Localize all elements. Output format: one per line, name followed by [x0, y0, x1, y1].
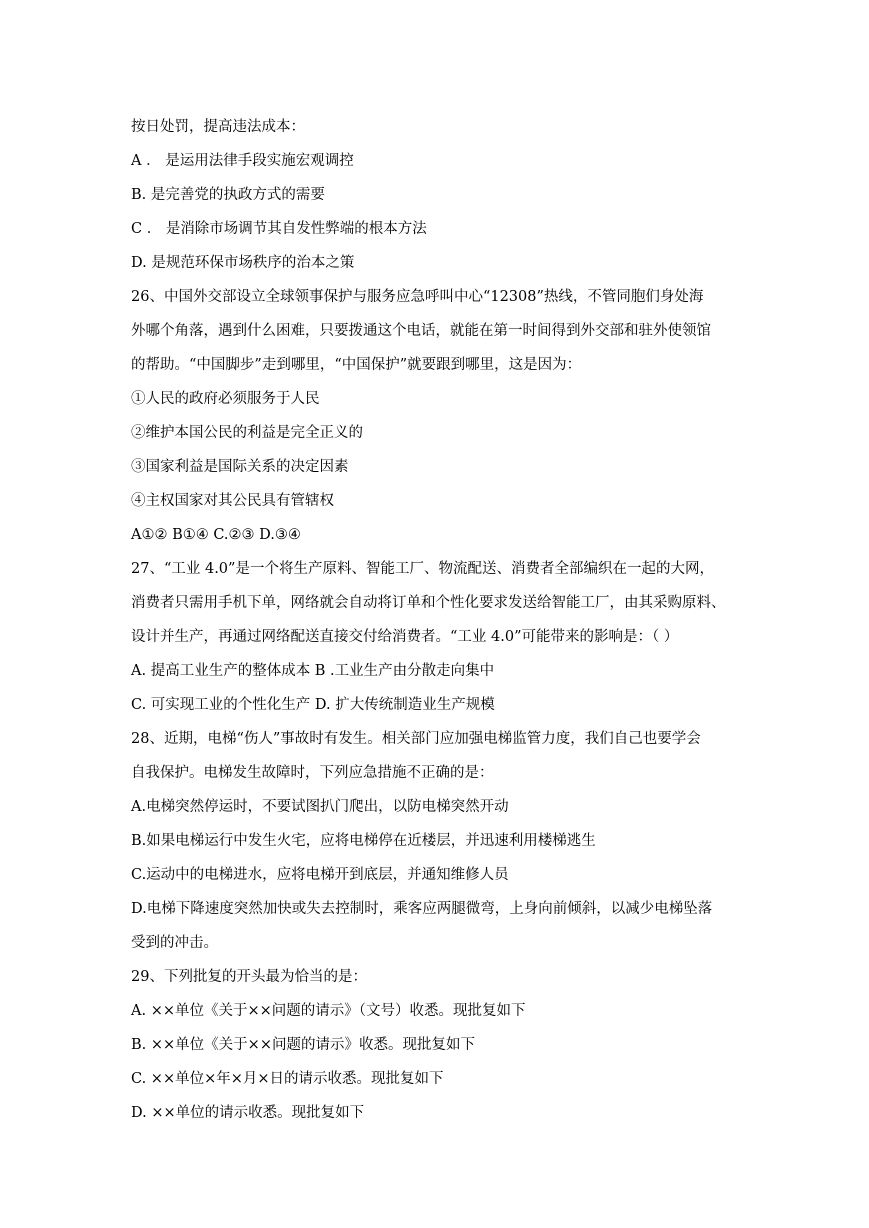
q29-option-c: C. ××单位×年×月×日的请示收悉。现批复如下 [131, 1071, 444, 1087]
q28-option-b: B.如果电梯运行中发生火宅，应将电梯停在近楼层，并迅速利用楼梯逃生 [131, 833, 596, 849]
q28-option-a: A.电梯突然停运时，不要试图扒门爬出，以防电梯突然开动 [131, 799, 509, 815]
q27-options-ab: A. 提高工业生产的整体成本 B .工业生产由分散走向集中 [131, 663, 495, 679]
q26-statement-3: ③国家利益是国际关系的决定因素 [131, 459, 349, 475]
q28-stem-line-1: 28、近期，电梯“伤人”事故时有发生。相关部门应加强电梯监管力度，我们自己也要学会 [131, 731, 701, 747]
document-body [131, 110, 743, 1130]
q25-option-d: D. 是规范环保市场秩序的治本之策 [131, 255, 355, 271]
q29-option-a: A. ××单位《关于××问题的请示》（文号）收悉。现批复如下 [131, 1003, 526, 1019]
q27-options-cd: C. 可实现工业的个性化生产 D. 扩大传统制造业生产规模 [131, 697, 495, 713]
q26-options: A①② B①④ C.②③ D.③④ [131, 527, 301, 543]
q27-stem-line-1: 27、“工业 4.0”是一个将生产原料、智能工厂、物流配送、消费者全部编织在一起的大网， [131, 561, 714, 577]
q28-option-d-line-1: D.电梯下降速度突然加快或失去控制时，乘客应两腿微弯，上身向前倾斜，以减少电梯坠落 [131, 901, 713, 917]
q25-option-c: C ． 是消除市场调节其自发性弊端的根本方法 [131, 221, 427, 237]
q26-statement-1: ①人民的政府必须服务于人民 [131, 391, 320, 407]
q25-stem-continued: 按日处罚，提高违法成本： [131, 119, 305, 135]
q29-option-b: B. ××单位《关于××问题的请示》收悉。现批复如下 [131, 1037, 475, 1053]
q27-stem-line-2: 消费者只需用手机下单，网络就会自动将订单和个性化要求发送给智能工厂，由其采购原料、 [131, 595, 726, 611]
q28-stem-line-2: 自我保护。电梯发生故障时，下列应急措施不正确的是： [131, 765, 494, 781]
q26-stem-line-2: 外哪个角落，遇到什么困难，只要拨通这个电话，就能在第一时间得到外交部和驻外使领馆 [131, 323, 711, 339]
q25-option-b: B. 是完善党的执政方式的需要 [131, 187, 325, 203]
q29-option-d: D. ××单位的请示收悉。现批复如下 [131, 1105, 365, 1121]
q26-statement-4: ④主权国家对其公民具有管辖权 [131, 493, 334, 509]
q27-stem-line-3: 设计并生产，再通过网络配送直接交付给消费者。“工业 4.0”可能带来的影响是：（ ） [131, 629, 679, 645]
q26-stem-line-1: 26、中国外交部设立全球领事保护与服务应急呼叫中心“12308”热线，不管同胞们身处海 [131, 289, 704, 305]
q25-option-a: A ． 是运用法律手段实施宏观调控 [131, 153, 354, 169]
q29-stem: 29、下列批复的开头最为恰当的是： [131, 969, 367, 985]
q26-statement-2: ②维护本国公民的利益是完全正义的 [131, 425, 363, 441]
q26-stem-line-3: 的帮助。“中国脚步”走到哪里，“中国保护”就要跟到哪里，这是因为： [131, 357, 582, 373]
q28-option-d-line-2: 受到的冲击。 [131, 935, 218, 951]
q28-option-c: C.运动中的电梯进水，应将电梯开到底层，并通知维修人员 [131, 867, 509, 883]
